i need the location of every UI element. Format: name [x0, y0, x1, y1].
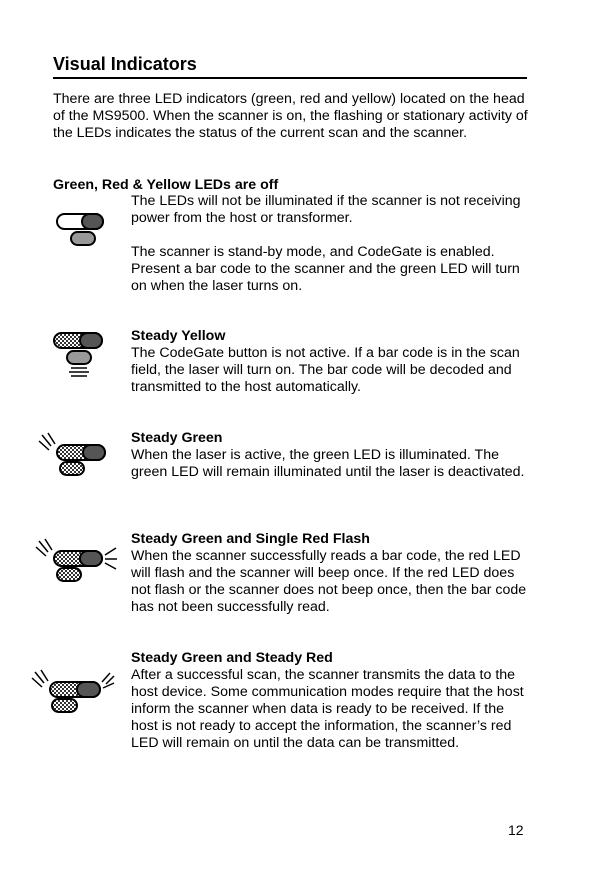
page-title: Visual Indicators — [53, 54, 527, 79]
steady-yellow-text: The CodeGate button is not active. If a bar code is in the scan field, the laser will turn on. The bar code will be decoded and transmitted to the host automatically. — [131, 345, 520, 395]
steady-yellow-icon — [52, 330, 108, 380]
green-red-steady-text: After a successful scan, the scanner transmits the data to the host device. Some communication modes require that the host inform the scanner when data is ready to be received. If the host is not ready to accept the information, the scanner’s red LED will remain on until the data can be transmitted. — [131, 667, 524, 751]
green-red-flash-icon — [35, 536, 119, 584]
green-red-steady-icon — [30, 668, 116, 720]
page-number: 12 — [508, 822, 524, 838]
steady-yellow-heading: Steady Yellow — [131, 328, 226, 344]
intro-paragraph: There are three LED indicators (green, red and yellow) located on the head of the MS9500. When the scanner is on, the flashing or stationary activity of the LEDs indicates the status of the current scan and the scanner. — [53, 91, 528, 141]
green-red-flash-heading: Steady Green and Single Red Flash — [131, 531, 370, 547]
green-red-flash-text: When the scanner successfully reads a bar code, the red LED will flash and the scanner will beep once. If the red LED does not flash or the scanner does not beep once, then the bar code has not been successfully read. — [131, 548, 527, 615]
leds-off-block — [131, 193, 531, 295]
steady-green-heading: Steady Green — [131, 430, 223, 446]
green-red-steady-block — [131, 650, 531, 752]
leds-off-icon — [55, 211, 107, 249]
steady-yellow-block — [131, 328, 531, 396]
green-red-flash-block — [131, 531, 531, 616]
section-heading-leds-off: Green, Red & Yellow LEDs are off — [53, 177, 279, 193]
steady-green-block — [131, 430, 531, 481]
green-red-steady-heading: Steady Green and Steady Red — [131, 650, 333, 666]
leds-off-text-2: The scanner is stand-by mode, and CodeGate is enabled. Present a bar code to the scanner and the green LED will turn on when the laser turns on. — [131, 244, 520, 294]
steady-green-text: When the laser is active, the green LED is illuminated. The green LED will remain illuminated until the laser is deactivated. — [131, 447, 525, 480]
leds-off-text-1: The LEDs will not be illuminated if the scanner is not receiving power from the host or transformer. — [131, 193, 521, 226]
steady-green-icon — [38, 431, 110, 477]
